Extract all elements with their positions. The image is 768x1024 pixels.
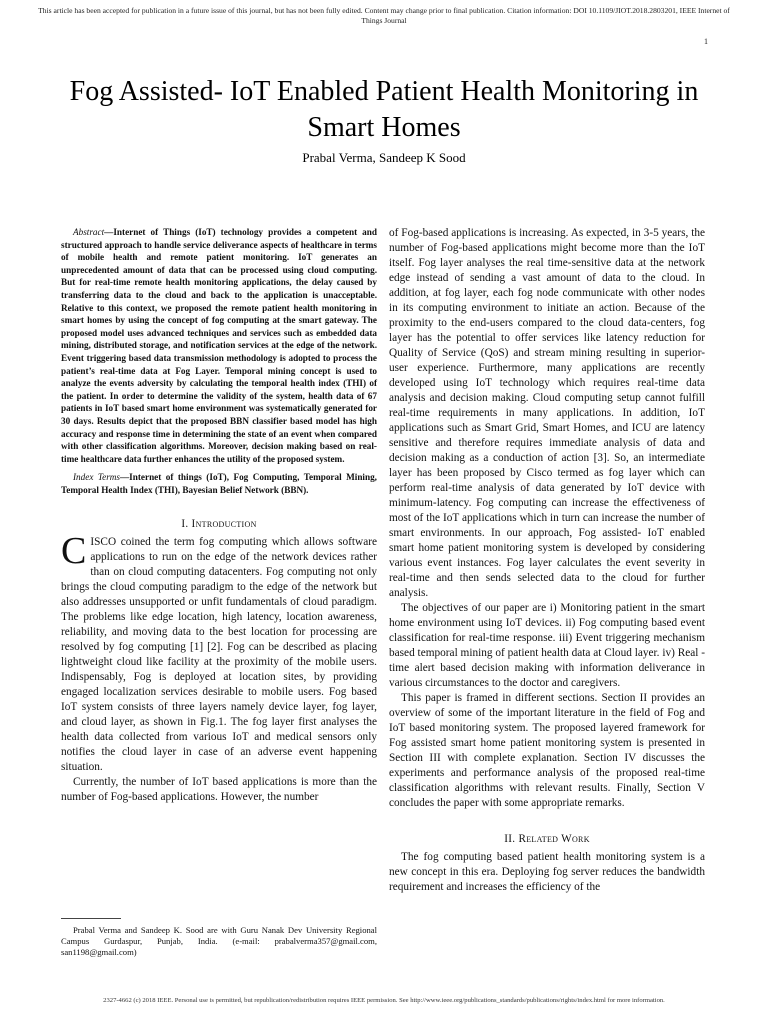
right-column	[389, 226, 705, 895]
section-heading-related-work: II. Related Work	[504, 833, 590, 845]
author-list: Prabal Verma, Sandeep K Sood	[302, 150, 466, 165]
left-column	[61, 226, 377, 805]
introduction-paragraph: This paper is framed in different sections. Section II provides an overview of some of the important literature in the field of Fog and IoT based monitoring system. The proposed layered framework for Fog assisted smart home patient monitoring system is presented in Section III with complete explanation. Section IV discusses the experiments and performance analysis of the proposed real-time classification algorithms with relevant results. Finally, Section V concludes the paper with some appropriate remarks.	[389, 692, 705, 809]
introduction-paragraph: The objectives of our paper are i) Monitoring patient in the smart home environment using IoT devices. ii) Fog computing based event classification for real-time response. iii) Event triggering mechanism based temporal mining of patient health data at Cloud layer. iv) Real -time alert based decision making with information deliverance in various circumstances to the doctor and caregivers.	[389, 602, 705, 689]
section-heading-introduction: I. Introduction	[181, 518, 257, 531]
introduction-paragraph	[61, 530, 377, 775]
lead-word: ISCO	[90, 536, 117, 549]
page-number: 1	[704, 37, 708, 46]
paper-title: Fog Assisted- IoT Enabled Patient Health Monitoring in Smart Homes	[69, 76, 699, 143]
index-terms	[61, 471, 377, 496]
related-work-paragraph: The fog computing based patient health monitoring system is a new concept in this era. Deploying fog server reduces the bandwidth requirement and increases the efficiency of the	[389, 851, 705, 893]
author-affiliation-footnote: Prabal Verma and Sandeep K. Sood are with Guru Nanak Dev University Regional Campus Gurdaspur, Punjab, India. (e-mail: prabalverma357@gmail.com, san1198@gmail.com)	[61, 925, 377, 957]
abstract	[61, 226, 377, 465]
introduction-paragraph: of Fog-based applications is increasing. As expected, in 3-5 years, the number of Fog-based applications might become more than the IoT itself. Fog layer analyses the real time-sensitive data at the network edge instead of sending a vast amount of data to the cloud. In addition, at fog layer, each fog node communicate with other nodes in its computing environment to initiate an action. Because of the proximity to the end-users compared to the cloud data-centers, fog layer has the potential to offer services like latency reduction for Quality of Service (QoS) and stream mining resulting in superior-user experience. Furthermore, many applications are recently developed using IoT technology which requires real-time data analysis and decision making. Cloud computing setup cannot fulfill real-time requirements in many applications. In addition, IoT applications such as Smart Grid, Smart Homes, and ICU are latency sensitive and therefore requires immediate analysis of data and decision making as a conduction of action [3]. So, an intermediate layer has been proposed by Cisco termed as fog layer which can perform real-time analysis of data generated by IoT device with minimum-latency. Fog computing can increase the effectiveness of most of the IoT applications which in turn can increase the number of smart environments. In our approach, Fog assisted- IoT enabled smart home patient monitoring system is developed by considering various event instances. Fog layer calculates the event severity in real-time and then sends selected data to the cloud for further analysis.	[389, 227, 705, 599]
copyright-footer: 2327-4662 (c) 2018 IEEE. Personal use is permitted, but republication/redistribution requires IEEE permission. See http://www.ieee.org/publications_standards/publications/rights/index.html for more information.	[103, 997, 665, 1004]
introduction-paragraph: Currently, the number of IoT based applications is more than the number of Fog-based applications. However, the number	[61, 776, 377, 804]
journal-notice: This article has been accepted for publication in a future issue of this journal, but has not been fully edited. Content may change prior to final publication. Citation information: DOI 10.1109/JIOT.2018.2803201, IEEE Internet of Things Journal	[38, 6, 730, 25]
paragraph-text: coined the term fog computing which allows software applications to run on the edge of the network devices rather than on cloud computing datacenters. Fog computing not only brings the cloud computing paradigm to the edge of the network but also addresses unsupported or unfit fundamentals of cloud paradigm. The problems like edge location, high latency, location awareness, reliability, and moving data to the best location for processing are resolved by fog computing [1] [2]. Fog can be described as placing lightweight cloud like facility at the proximity of the mobile users. Indispensably, Fog is deployed at location sites, by providing engaged localization services desirable to mobile users. Fog based IoT system consists of three layers namely device layer, fog layer, and cloud layer, as shown in Fig.1. The fog layer first analyses the health data collected from various IoT and medical sensors only notifies the cloud layer in case of an adverse event happening situation.	[61, 536, 377, 774]
index-terms-text: —Internet of things (IoT), Fog Computing, Temporal Mining, Temporal Health Index (THI), Bayesian Belief Network (BBN).	[61, 472, 377, 495]
drop-cap: C	[61, 530, 87, 573]
index-terms-label: Index Terms	[73, 472, 120, 483]
footnote-divider	[61, 918, 121, 919]
abstract-text: —Internet of Things (IoT) technology provides a competent and structured approach to handle service deliverance aspects of healthcare in terms of mobile health and remote patient monitoring. IoT generates an unprecedented amount of data that can be processed using cloud computing. But for real-time remote health monitoring applications, the delay caused by transferring data to the cloud and back to the application is unacceptable. Relative to this context, we proposed the remote patient health monitoring in smart homes by using the concept of fog computing at the smart gateway. The proposed model uses advanced techniques and services such as embedded data mining, distributed storage, and notification services at the edge of the network. Event triggering based data transmission methodology is adopted to process the patient’s real-time data at Fog Layer. Temporal mining concept is used to analyze the events adversity by calculating the temporal health index (THI) of the patient. In order to determine the validity of the system, health data of 67 patients in IoT based smart home environment was systematically generated for 30 days. Results depict that the proposed BBN classifier based model has high accuracy and response time in determining the state of an event when compared with other classification algorithms. Moreover, decision making based on real-time healthcare data further enhances the utility of the proposed system.	[61, 227, 377, 464]
abstract-label: Abstract	[73, 227, 105, 237]
